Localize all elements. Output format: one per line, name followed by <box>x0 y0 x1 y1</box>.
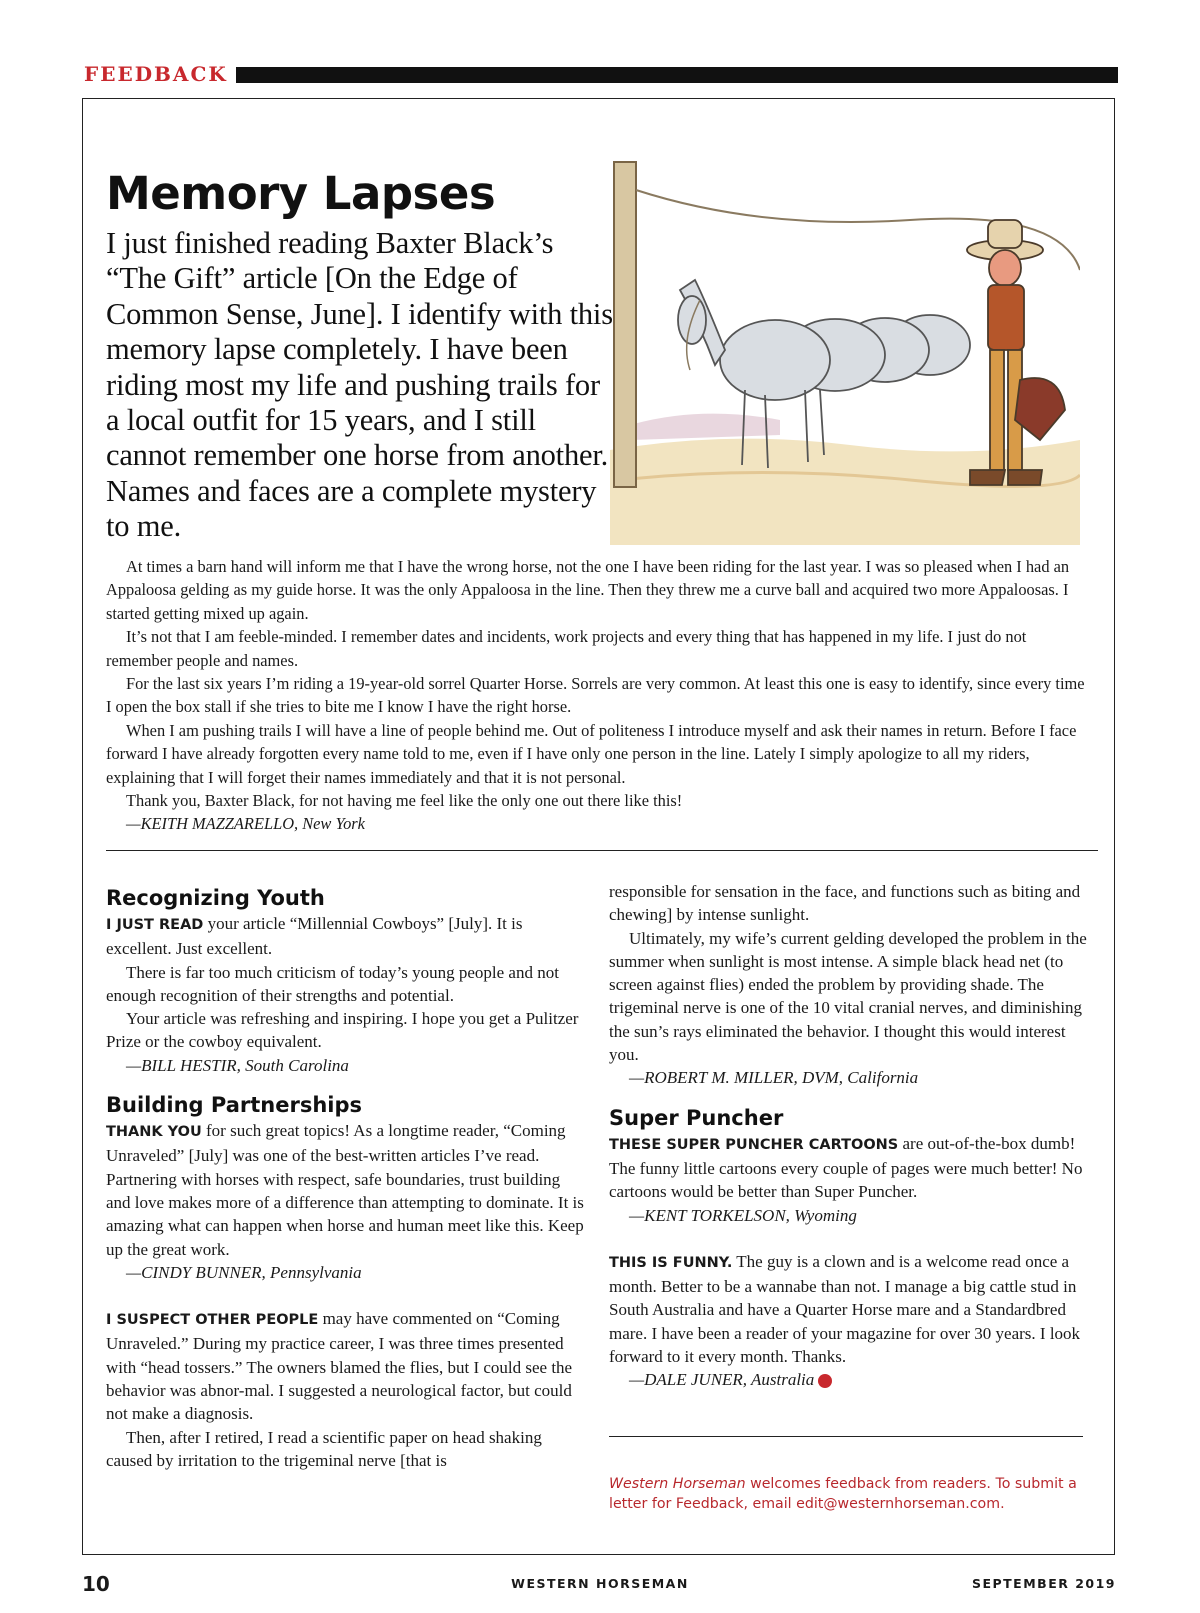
section-header <box>84 60 1118 88</box>
feature-headline: Memory Lapses <box>106 167 496 220</box>
column-rule <box>609 1436 1083 1437</box>
end-mark-icon: WH <box>818 1374 832 1388</box>
feature-paragraph: Thank you, Baxter Black, for not having me feel like the only one out there like this! <box>126 791 683 811</box>
letter-signature: —KENT TORKELSON, Wyoming <box>629 1205 857 1225</box>
publication-name: WESTERN HORSEMAN <box>511 1576 689 1591</box>
letter-heading-youth: Recognizing Youth <box>106 886 325 910</box>
letter-lead: I JUST READ <box>106 917 204 933</box>
letter-text: may have commented on “Coming Unraveled.” During my practice career, I was three times presented with “head tossers.” The owners blamed the flies, but I could see the behavior was abnor-mal. I suggested a neurological factor, but could not make a diagnosis. <box>106 1309 573 1424</box>
letter-heading-puncher: Super Puncher <box>609 1105 784 1130</box>
letter-text: The guy is a clown and is a welcome read once a month. Better to be a wannabe than not. I manage a big cattle stud in South Australia and have a Quarter Horse mare and a Standardbred mare. I have been a reader of your magazine for over 30 years. I look forward to it every month. Thanks. <box>609 1251 1081 1367</box>
letter-paragraph: responsible for sensation in the face, and functions such as biting and chewing] by intense sunlight. <box>609 882 1081 925</box>
section-divider <box>106 850 1098 851</box>
letter-lead: THESE SUPER PUNCHER CARTOONS <box>609 1136 899 1153</box>
letter-paragraph: Ultimately, my wife’s current gelding developed the problem in the summer when sunlight is most intense. A simple black head net (to screen against flies) ended the problem by providing shade. The trigeminal nerve is one of the 10 vital cranial nerves, and diminishing the sun’s rays eliminated the behavior. I thought this would interest you. <box>609 928 1087 1065</box>
letter-text: your article “Millennial Cowboys” [July]. It is excellent. Just excellent. <box>106 914 523 959</box>
feature-paragraph: At times a barn hand will inform me that I have the wrong horse, not the one I have been riding for the last year. I was so pleased when I had an Appaloosa gelding as my guide horse. It was the only Appaloosa in the line. Then they threw me a curve ball and acquired two more Appaloosas. I started getting mixed up again. <box>106 557 1070 623</box>
feature-paragraph: For the last six years I’m riding a 19-year-old sorrel Quarter Horse. Sorrels are very common. At least this one is easy to identify, since every time I open the box stall if she tries to bite me I know I have the right horse. <box>106 674 1085 717</box>
letter-text: for such great topics! As a longtime reader, “Coming Unraveled” [July] was one of the best-written articles I’ve read. Partnering with horses with respect, safe boundaries, trust building and love makes more of a difference than attempting to dominate. It is amazing what can happen when horse and human meet like this. Keep up the great work. <box>106 1121 584 1259</box>
feature-signature: —KEITH MAZZARELLO, New York <box>126 814 365 834</box>
letter-lead: THIS IS FUNNY. <box>609 1254 733 1271</box>
feedback-note <box>609 1474 1079 1514</box>
cowboy-horses-illustration <box>610 150 1080 545</box>
section-label: FEEDBACK <box>84 62 228 86</box>
magazine-name: Western Horseman <box>609 1476 746 1492</box>
letter-heading-partnerships: Building Partnerships <box>106 1093 362 1118</box>
letter-signature <box>609 1368 1089 1391</box>
feature-lede: I just finished reading Baxter Black’s “The Gift” article [On the Edge of Common Sense, June]. I identify with this memory lapse completely. I have been riding most my life and pushing trails for a local outfit for 15 years, and I still cannot remember one horse from another. Names and faces are a complete mystery to me. <box>106 226 613 544</box>
letters-right-column <box>609 880 1089 1392</box>
letter-signature: —ROBERT M. MILLER, DVM, California <box>629 1068 919 1088</box>
letter-paragraph <box>106 1307 586 1425</box>
letter-paragraph <box>609 1132 1089 1204</box>
letter-paragraph: Your article was refreshing and inspiring. I hope you get a Pulitzer Prize or the cowboy equivalent. <box>106 1009 579 1052</box>
letter-paragraph: Then, after I retired, I read a scientific paper on head shaking caused by irritation to the trigeminal nerve [that is <box>106 1427 542 1470</box>
signature-text: —DALE JUNER, Australia <box>629 1370 815 1390</box>
feature-paragraph: When I am pushing trails I will have a line of people behind me. Out of politeness I introduce myself and ask their names in return. Before I face forward I have already forgotten every name told to me, even if I have only one person in the line. Lately I simply apologize to all my riders, explaining that I will forget their names immediately and that it is not personal. <box>106 720 1077 787</box>
note-text: welcomes feedback from readers. To submit a letter for Feedback, email edit@westernhorseman.com. <box>609 1476 1077 1512</box>
letter-signature: —CINDY BUNNER, Pennsylvania <box>126 1262 362 1282</box>
letter-lead: I SUSPECT OTHER PEOPLE <box>106 1312 319 1329</box>
letter-paragraph <box>106 912 586 961</box>
page-number: 10 <box>82 1572 110 1596</box>
letters-left-column <box>106 884 586 1472</box>
issue-date: SEPTEMBER 2019 <box>971 1576 1116 1591</box>
letter-lead: THANK YOU <box>106 1124 202 1141</box>
letter-signature: —BILL HESTIR, South Carolina <box>126 1055 349 1075</box>
feature-body <box>106 555 1091 836</box>
section-rule <box>236 67 1118 83</box>
feature-paragraph: It’s not that I am feeble-minded. I remember dates and incidents, work projects and every thing that has happened in my life. I just do not remember people and names. <box>106 627 1027 670</box>
letter-paragraph <box>106 1119 586 1261</box>
letter-paragraph <box>609 1250 1089 1368</box>
letter-text: are out-of-the-box dumb! The funny little cartoons every couple of pages were much better! No cartoons would be better than Super Puncher. <box>609 1133 1083 1202</box>
letter-paragraph: There is far too much criticism of today’s young people and not enough recognition of their strengths and potential. <box>106 962 559 1005</box>
